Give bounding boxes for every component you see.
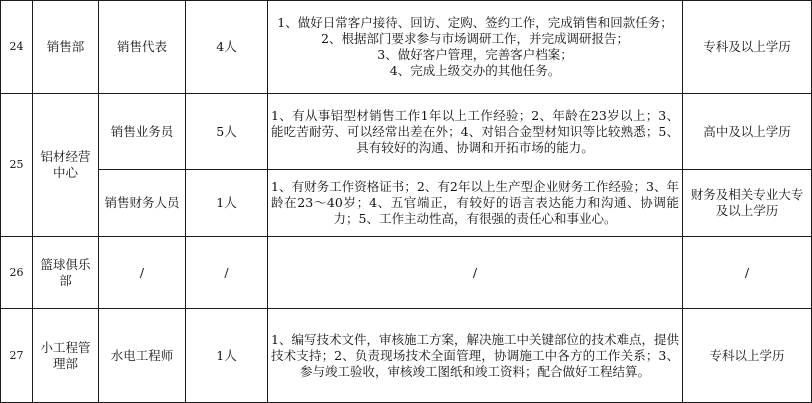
- duty-line: 4、完成上级交办的其他任务。: [389, 63, 561, 78]
- table-row-25-sales: [1, 94, 812, 170]
- duties-cell: 1、有从事铝型材销售工作1年以上工作经验；2、年龄在23岁以上；3、能吃苦耐劳、可以经常出差在外；4、对铝合金型材知识等比较熟悉；5、具有较好的沟通、协调和开拓市场的能力。: [268, 94, 683, 170]
- department-cell: 篮球俱乐部: [33, 237, 99, 309]
- headcount-cell: 4人: [186, 1, 268, 94]
- headcount-cell: 5人: [186, 94, 268, 170]
- table-row-26: [1, 237, 812, 309]
- education-cell: 专科以上学历: [683, 309, 812, 403]
- position-cell: 销售代表: [99, 1, 186, 94]
- duty-line: 1、做好日常客户接待、回访、定购、签约工作，完成销售和回款任务；: [277, 15, 673, 30]
- duty-line: 2、根据部门要求参与市场调研工作，并完成调研报告；: [321, 31, 629, 46]
- table-row-24: [1, 1, 812, 94]
- department-cell: 铝材经营中心: [33, 94, 99, 237]
- duties-cell: 1、有财务工作资格证书；2、有2年以上生产型企业财务工作经验；3、年龄在23～40岁；4、五官端正，有较好的语言表达能力和沟通、协调能力；5、工作主动性高，有很强的责任心和事业心。: [268, 170, 683, 237]
- table-row-27: [1, 309, 812, 403]
- education-cell: 高中及以上学历: [683, 94, 812, 170]
- position-cell: /: [99, 237, 186, 309]
- education-cell: 专科及以上学历: [683, 1, 812, 94]
- position-cell: 销售财务人员: [99, 170, 186, 237]
- headcount-cell: /: [186, 237, 268, 309]
- position-cell: 销售业务员: [99, 94, 186, 170]
- table-row-25-finance: [1, 170, 812, 237]
- position-cell: 水电工程师: [99, 309, 186, 403]
- duties-cell: [268, 1, 683, 94]
- department-cell: 小工程管理部: [33, 309, 99, 403]
- headcount-cell: 1人: [186, 170, 268, 237]
- duty-line: 3、做好客户管理，完善客户档案；: [377, 47, 573, 62]
- duties-cell: 1、编写技术文件，审核施工方案，解决施工中关键部位的技术难点，提供技术支持；2、负责现场技术全面管理，协调施工中各方的工作关系；3、参与竣工验收，审核竣工图纸和竣工资料；配合做好工程结算。: [268, 309, 683, 403]
- row-number: 24: [1, 1, 33, 94]
- duties-cell: /: [268, 237, 683, 309]
- education-cell: /: [683, 237, 812, 309]
- row-number: 25: [1, 94, 33, 237]
- education-cell: 财务及相关专业大专及以上学历: [683, 170, 812, 237]
- row-number: 27: [1, 309, 33, 403]
- row-number: 26: [1, 237, 33, 309]
- headcount-cell: 1人: [186, 309, 268, 403]
- department-cell: 销售部: [33, 1, 99, 94]
